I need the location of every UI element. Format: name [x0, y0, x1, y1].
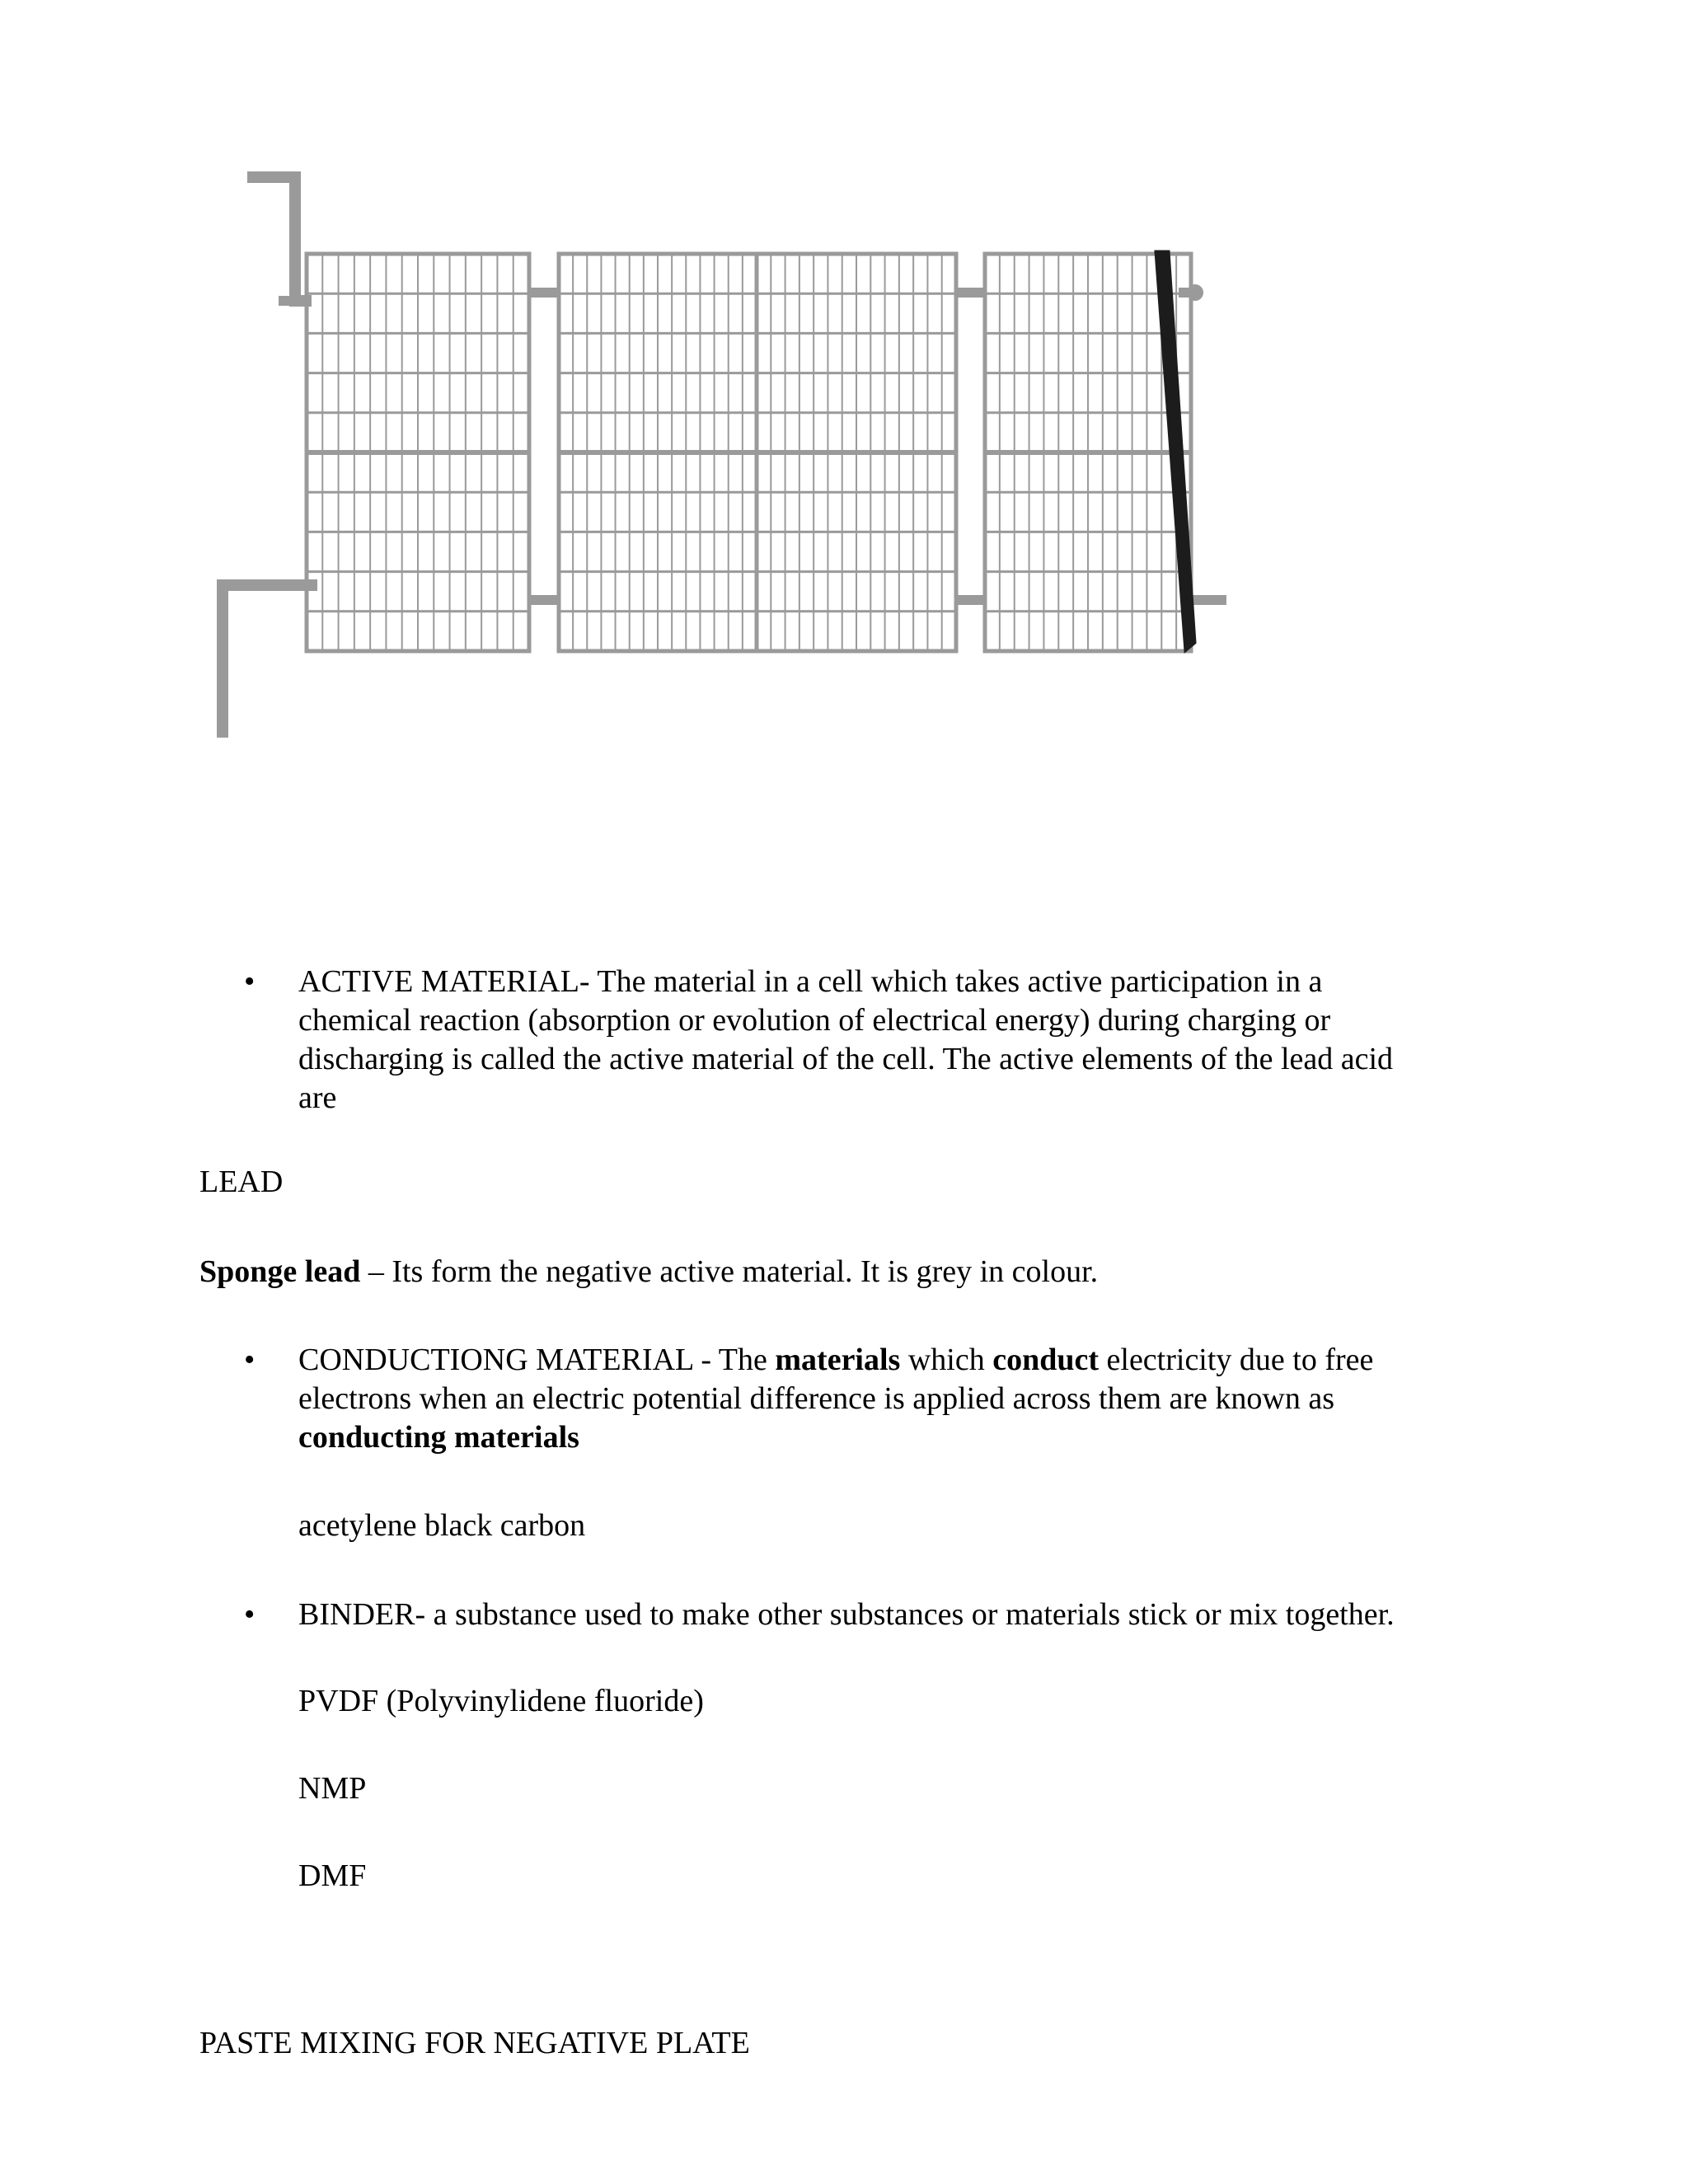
- bullet-icon: •: [244, 1343, 256, 1377]
- bullet-icon: •: [244, 1597, 256, 1632]
- grid-plate-group: [223, 177, 1226, 738]
- text-line: ACTIVE MATERIAL- The material in a cell which takes active participation in a: [298, 964, 1323, 999]
- text-line: discharging is called the active material of the cell. The active elements of the lead acid: [298, 1042, 1394, 1076]
- top-lug: [247, 177, 312, 301]
- bold-term: conduct: [992, 1343, 1100, 1377]
- bold-term: conducting materials: [298, 1420, 579, 1455]
- binder-line: BINDER- a substance used to make other substances or materials stick or mix together.: [298, 1597, 1395, 1632]
- text-line: chemical reaction (absorption or evolution of electrical energy) during charging or: [298, 1003, 1331, 1038]
- text-line: [298, 1341, 1373, 1380]
- lead-heading: LEAD: [199, 1165, 284, 1199]
- paste-mixing-heading: PASTE MIXING FOR NEGATIVE PLATE: [199, 2026, 750, 2060]
- sponge-lead-term: Sponge lead: [199, 1254, 361, 1289]
- conducting-example: acetylene black carbon: [298, 1508, 586, 1543]
- bottom-lug: [223, 585, 317, 738]
- text-run: which: [900, 1343, 993, 1377]
- binder-example: PVDF (Polyvinylidene fluoride): [298, 1684, 704, 1718]
- battery-grid-plate-image: [0, 0, 1688, 824]
- conducting-material-paragraph: [298, 1341, 1373, 1457]
- active-material-paragraph: [298, 963, 1393, 1118]
- bold-term: materials: [775, 1343, 901, 1377]
- text-run: CONDUCTIONG MATERIAL - The: [298, 1343, 776, 1377]
- binder-example: NMP: [298, 1771, 367, 1806]
- binder-example: DMF: [298, 1858, 367, 1893]
- text-line: [298, 1418, 1373, 1457]
- text-line: are: [298, 1080, 337, 1115]
- sponge-lead-line: [199, 1253, 1098, 1291]
- bullet-icon: •: [244, 964, 256, 999]
- sponge-lead-description: – Its form the negative active material. It is grey in colour.: [360, 1254, 1099, 1289]
- text-run: electricity due to free: [1099, 1343, 1374, 1377]
- text-line: electrons when an electric potential difference is applied across them are known as: [298, 1381, 1335, 1416]
